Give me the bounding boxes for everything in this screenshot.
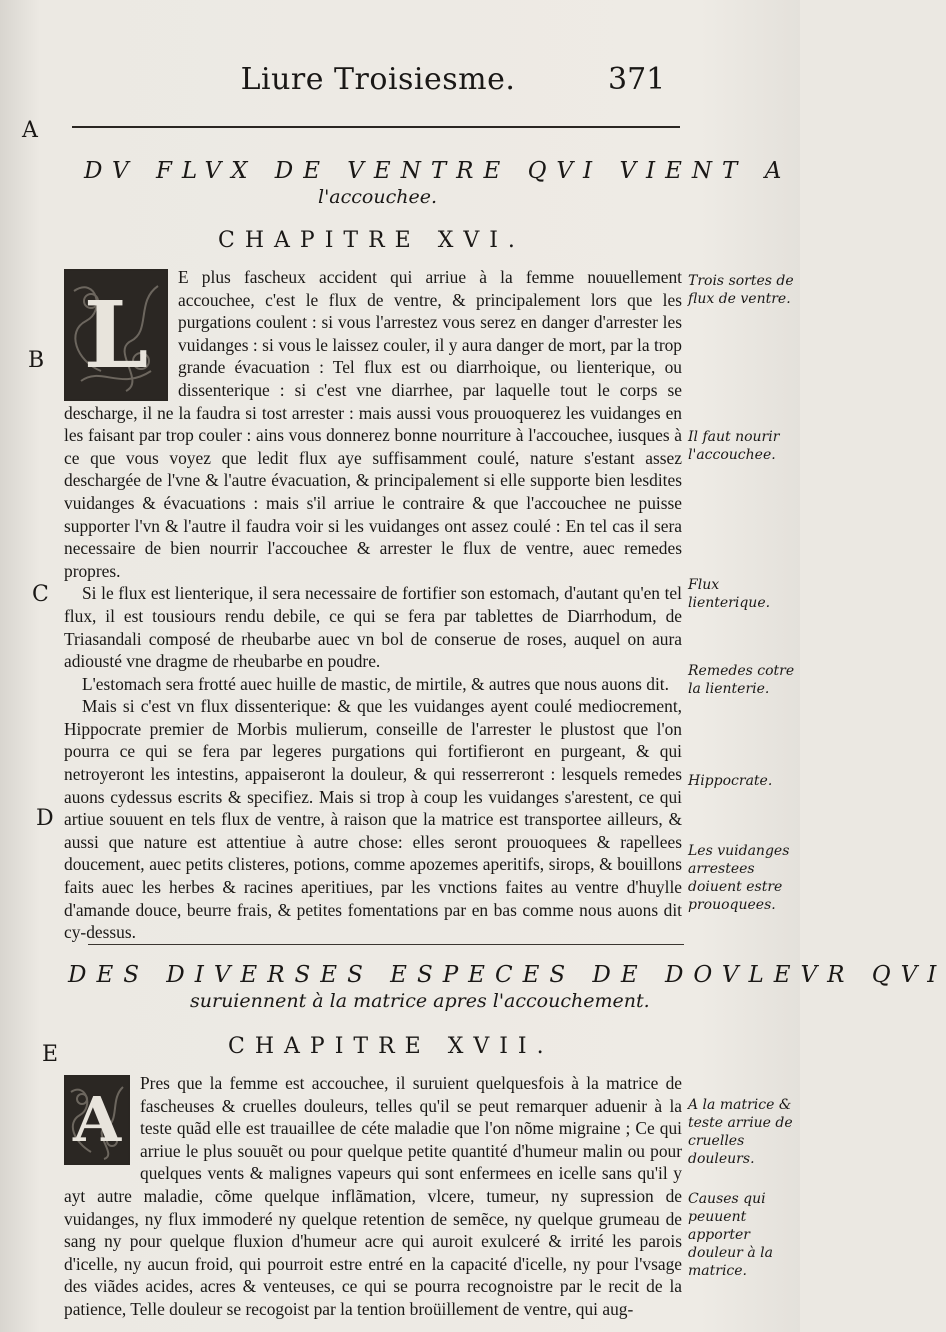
chapter-16-body	[64, 266, 682, 944]
margin-letter-a: A	[22, 118, 38, 143]
chapter-16-title: DV FLVX DE VENTRE QVI VIENT A	[84, 158, 792, 184]
dropcap-letter: L	[83, 280, 149, 389]
page-number: 371	[608, 62, 666, 97]
dropcap-letter: A	[72, 1082, 122, 1156]
ornamental-dropcap-l	[64, 269, 168, 401]
chapter-17-number: CHAPITRE XVII.	[228, 1034, 554, 1059]
side-note: A la matrice & teste arriue de cruelles douleurs.	[688, 1097, 793, 1167]
margin-letter-c: C	[32, 582, 49, 607]
paragraph: E plus fascheux accident qui arriue à la femme nouuellement accouchee, c'est le flux de ventre, & principalement lors que les purgations coulent : si vous l'arrestez vous serez en danger d'arrester les vuidanges : si vous le laissez couler, il y aura danger de mort, par la trop grande évacuation : Tel flux est ou diarrhoique, ou lienterique, ou dissenterique : si c'est vne diarrhee, par laquelle tout le corps se descharge, il ne la faudra si tost arrester : mais aussi vous prouoquerez les vuidanges en les faisant par trop couler : ains vous donnerez bonne nourriture à l'accouchee, iusques à ce que vous voyez que ledit flux aye suffisamment coulé, nature s'estant assez deschargée de l'vne & l'autre évacuation, & principalement si elle supporte bien lesdites vuidanges & évacuations : mais s'il arriue le contraire & que l'accouchee ne puisse supporter l'vn & l'autre il faudra voir si les vuidanges ont assez coulé : En tel cas il sera necessaire de bien nourrir l'accouchee & arrester le flux de ventre, auec remedes propres.	[64, 267, 682, 581]
chapter-17-title: DES DIVERSES ESPECES DE DOVLEVR QVI	[68, 962, 946, 988]
side-note: Trois sortes de flux de ventre.	[688, 273, 794, 307]
section-rule	[88, 944, 684, 945]
chapter-16-number: CHAPITRE XVI.	[218, 228, 525, 253]
chapter-16-subtitle: l'accouchee.	[318, 186, 437, 208]
side-note: Il faut nourir l'accouchee.	[688, 429, 780, 463]
paragraph: Si le flux est lienterique, il sera necessaire de fortifier son estomach, d'autant qu'en tel flux, il est tousiours rendu debile, ce qui se fera par tablettes de Diarrhodum, de Triasandali composé de rheubarbe auec vn bol de conserue de roses, auquel on aura adiousté vne dragme de rheubarbe en poudre.	[64, 583, 682, 672]
chapter-17-subtitle: suruiennent à la matrice apres l'accouchement.	[190, 990, 650, 1012]
paragraph: Mais si c'est vn flux dissenterique: & que les vuidanges ayent coulé mediocrement, Hippocrate premier de Morbis mulierum, conseille de l'arrester le plustost que l'on pourra ce qui se fera par legeres purgations qui fortifieront en purgeant, & qui netroyeront les intestins, appaiseront la douleur, & qui resserreront : lesquels remedes auons cydessus escrits & specifiez. Mais si trop à coup les vuidanges s'arestent, ce qui artiue souuent en tels flux de ventre, à raison que la matrice est transportee ailleurs, & aussi que nature est attentiue à autre chose: elles seront prouoquees & rapellees doucement, auec petits clisteres, potions, comme apozemes aperitifs, sirops, & bouillons faits auec les herbes & racines aperitiues, par les vnctions faites au ventre d'huylle d'amande douce, beurre frais, & petites fomentations par en bas comme nous auons dit cy-dessus.	[64, 696, 682, 943]
paragraph: Pres que la femme est accouchee, il suruient quelquesfois à la matrice de fascheuses & cruelles douleurs, telles qu'il se peut remarquer aduenir à la teste quãd elle est trauaillee de céte maladie que l'on nõme migraine ; Ce qui arriue le plus souuẽt ou pour quelque petite quantité d'humeur malin ou pour quelques vents & malignes vapeurs qui sont enfermees en icelle sans qu'il y ayt autre maladie, cõme quelque inflãmation, vlcere, tumeur, ny supression de vuidanges, ny flux immoderé ny quelque retention de semẽce, ny quelque grumeau de sang ny pour quelque fluxion d'humeur acre qui auroit exulceré & irrité les parois d'icelle, ny aucun froid, qui pourroit estre entré en la capacité d'icelle, ny pour l'vsage des viãdes acides, acres & venteuses, ce qui se pourra recognoistre par le recit de la patience, Telle douleur se recogoist par la tention broüillement de ventre, qui aug-	[64, 1073, 682, 1319]
header-rule	[72, 126, 680, 128]
side-note: Remedes cotre la lienterie.	[688, 663, 795, 697]
margin-letter-d: D	[36, 806, 54, 831]
side-note: Hippocrate.	[688, 773, 773, 789]
margin-letter-e: E	[42, 1042, 59, 1067]
chapter-17-body	[64, 1072, 682, 1321]
paragraph: L'estomach sera frotté auec huille de mastic, de mirtile, & autres que nous auons dit.	[82, 673, 669, 694]
ornamental-dropcap-a	[64, 1075, 130, 1165]
margin-letter-b: B	[28, 348, 45, 373]
side-note: Causes qui peuuent apporter douleur à la matrice.	[688, 1191, 773, 1279]
side-note: Flux lienterique.	[688, 577, 771, 611]
side-note: Les vuidanges arrestees doiuent estre prouoquees.	[688, 843, 790, 913]
running-head: Liure Troisiesme.	[240, 62, 516, 97]
